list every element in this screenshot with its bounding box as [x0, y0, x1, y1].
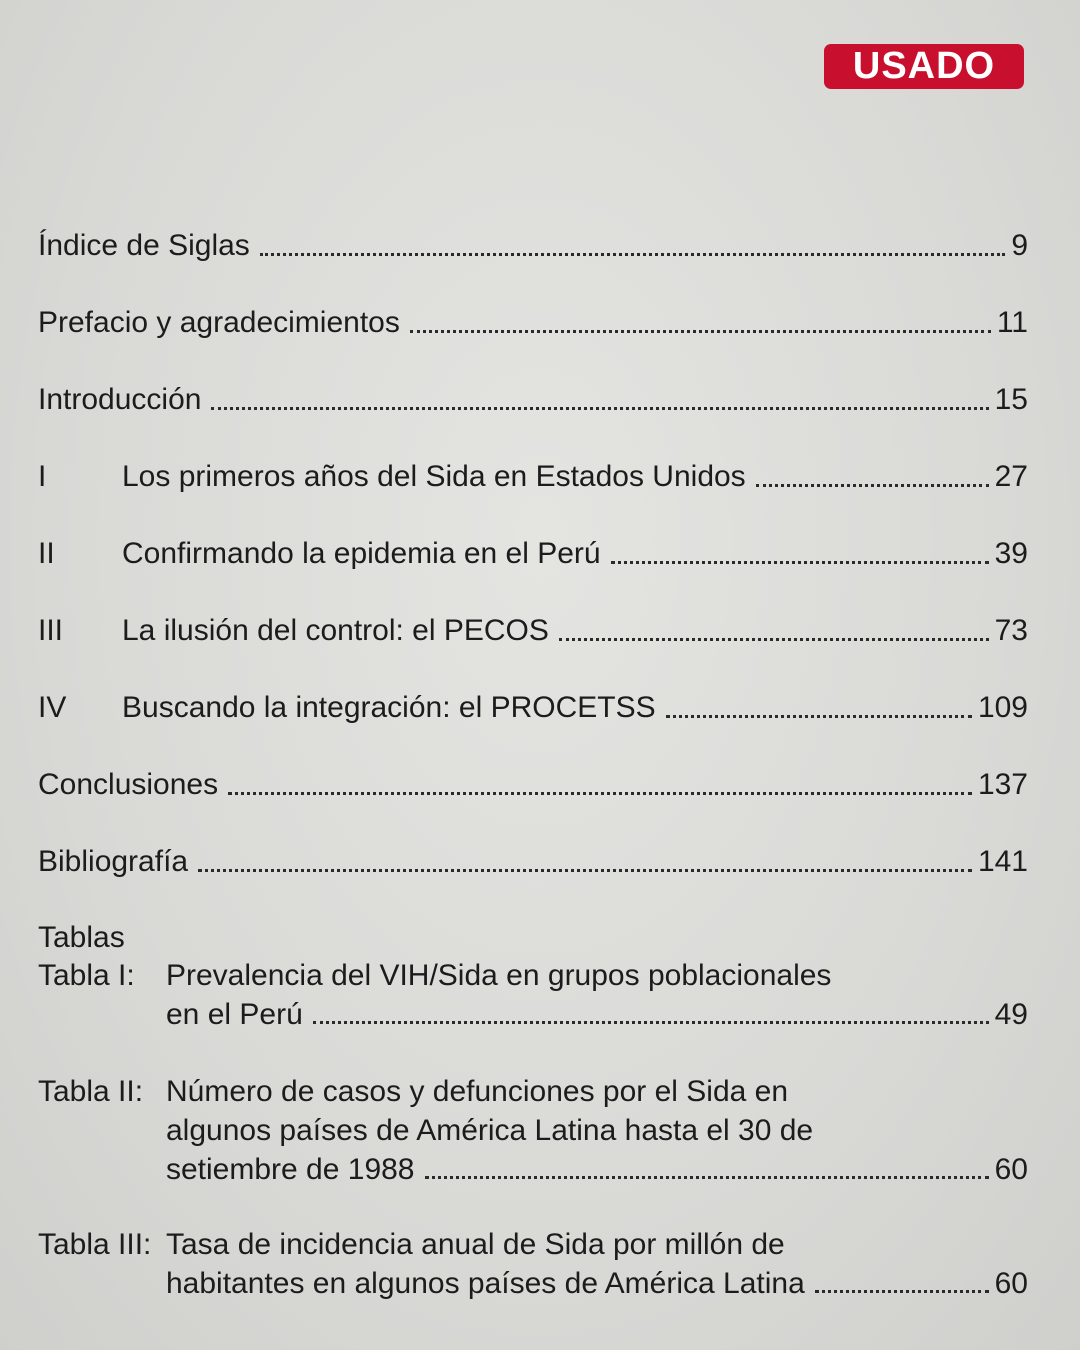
toc-entry-introduccion[interactable]	[38, 378, 1028, 418]
toc-entry-page: 137	[977, 768, 1028, 801]
table-entry-2[interactable]	[38, 1072, 1028, 1190]
toc-entry-page: 141	[977, 845, 1028, 878]
toc-entry-title: Índice de Siglas	[38, 229, 250, 262]
toc-entry-title: Buscando la integración: el PROCETSS	[122, 691, 656, 724]
leader-dots	[425, 1176, 989, 1179]
table-entry-1[interactable]	[38, 956, 1028, 1036]
leader-dots	[410, 330, 991, 333]
leader-dots	[211, 407, 988, 410]
table-title-line: algunos países de América Latina hasta el 30 de	[166, 1114, 814, 1147]
toc-entry-title: Prefacio y agradecimientos	[38, 306, 400, 339]
table-title-last-line	[166, 995, 1028, 1034]
toc-entry-title: La ilusión del control: el PECOS	[122, 614, 549, 647]
used-badge: USADO	[824, 44, 1024, 89]
table-label: Tabla III:	[38, 1228, 152, 1261]
table-title-line: Prevalencia del VIH/Sida en grupos poblacionales	[166, 959, 832, 992]
table-title-line: Número de casos y defunciones por el Sida en	[166, 1075, 789, 1108]
leader-dots	[228, 792, 972, 795]
toc-entry-page: 15	[994, 383, 1028, 416]
toc-entry-chapter-1[interactable]	[38, 455, 1028, 495]
toc-entry-conclusiones[interactable]	[38, 763, 1028, 803]
leader-dots	[260, 253, 1006, 256]
chapter-number: III	[38, 614, 64, 647]
table-entry-3[interactable]	[38, 1225, 1028, 1305]
leader-dots	[666, 715, 972, 718]
table-page: 60	[994, 1267, 1028, 1300]
toc-entry-chapter-3[interactable]	[38, 609, 1028, 649]
table-title-last-line	[166, 1150, 1028, 1189]
toc-entry-chapter-2[interactable]	[38, 532, 1028, 572]
toc-entry-chapter-4[interactable]	[38, 686, 1028, 726]
toc-entry-title: Los primeros años del Sida en Estados Unidos	[122, 460, 746, 493]
leader-dots	[198, 869, 972, 872]
toc-entry-title: Bibliografía	[38, 845, 189, 878]
leader-dots	[611, 561, 989, 564]
toc-entry-page: 109	[977, 691, 1028, 724]
table-title-line: habitantes en algunos países de América Latina	[166, 1267, 805, 1300]
table-title-last-line	[166, 1264, 1028, 1303]
leader-dots	[756, 484, 989, 487]
leader-dots	[559, 638, 989, 641]
table-label: Tabla I:	[38, 959, 135, 992]
toc-entry-page: 39	[994, 537, 1028, 570]
table-title-line: setiembre de 1988	[166, 1153, 415, 1186]
toc-entry-bibliografia[interactable]	[38, 840, 1028, 880]
toc-entry-title: Confirmando la epidemia en el Perú	[122, 537, 601, 570]
table-label: Tabla II:	[38, 1075, 144, 1108]
table-page: 49	[994, 998, 1028, 1031]
table-page: 60	[994, 1153, 1028, 1186]
toc-entry-prefacio[interactable]	[38, 301, 1028, 341]
toc-entry-indice-siglas[interactable]	[38, 224, 1028, 264]
table-title-line: en el Perú	[166, 998, 303, 1031]
leader-dots	[313, 1021, 989, 1024]
chapter-number: I	[38, 460, 47, 493]
toc-entry-page: 73	[994, 614, 1028, 647]
toc-entry-page: 9	[1011, 229, 1028, 262]
toc-entry-page: 11	[996, 306, 1028, 339]
toc-entry-title: Conclusiones	[38, 768, 219, 801]
toc-entry-title: Introducción	[38, 383, 202, 416]
tables-heading: Tablas	[38, 921, 125, 954]
chapter-number: IV	[38, 691, 67, 724]
toc-entry-page: 27	[994, 460, 1028, 493]
leader-dots	[815, 1290, 989, 1293]
chapter-number: II	[38, 537, 55, 570]
table-title-line: Tasa de incidencia anual de Sida por millón de	[166, 1228, 785, 1261]
